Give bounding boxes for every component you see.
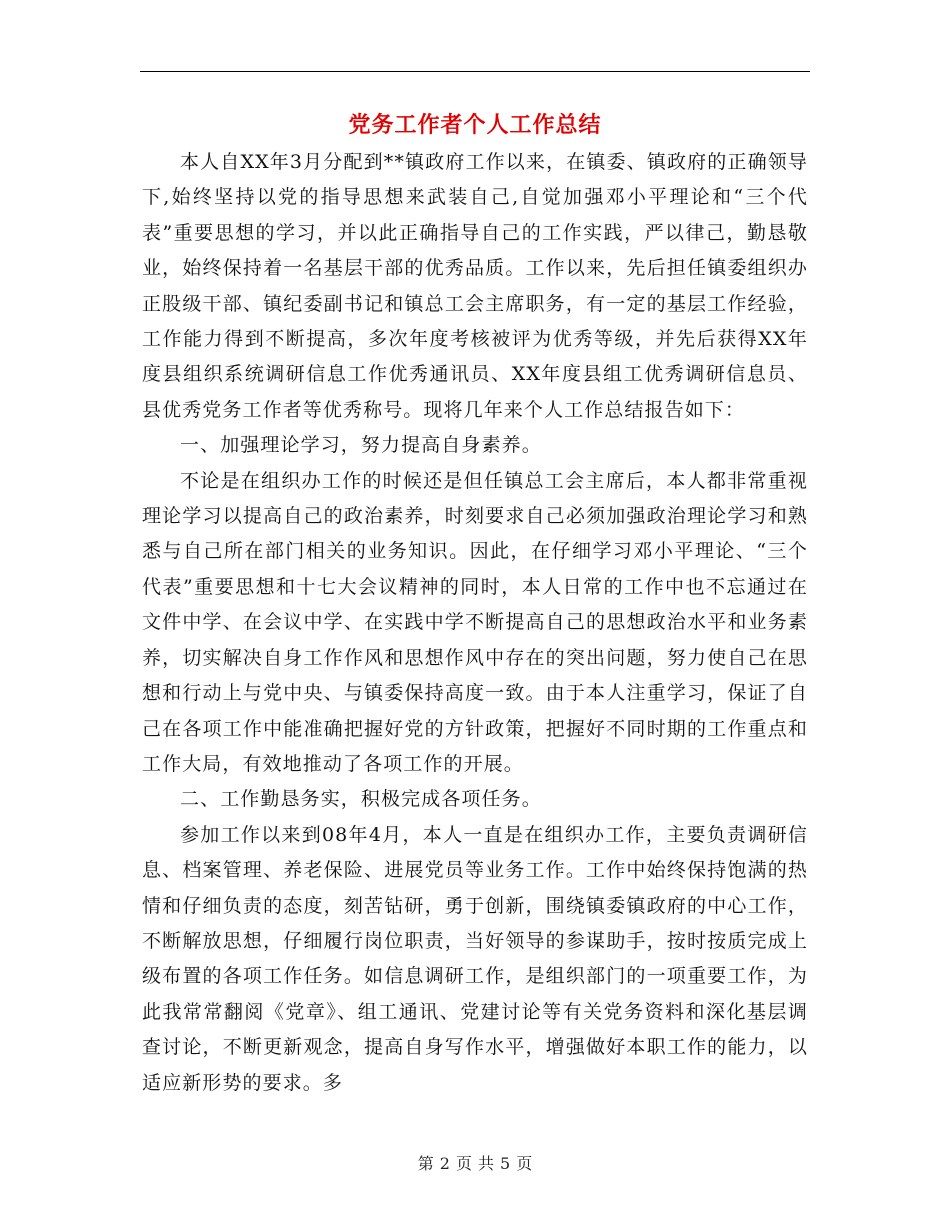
intro-paragraph: 本人自XX年3月分配到**镇政府工作以来，在镇委、镇政府的正确领导下,始终坚持以党的指导思想来武装自己,自觉加强邓小平理论和“三个代表”重要思想的学习，并以此正确指导自己的工作实践，严以律己，勤恳敬业，始终保持着一名基层干部的优秀品质。工作以来，先后担任镇委组织办正股级干部、镇纪委副书记和镇总工会主席职务，有一定的基层工作经验，工作能力得到不断提高，多次年度考核被评为优秀等级，并先后获得XX年度县组织系统调研信息工作优秀通讯员、XX年度县组工优秀调研信息员、县优秀党务工作者等优秀称号。现将几年来个人工作总结报告如下：	[142, 151, 808, 421]
document-title: 党务工作者个人工作总结	[348, 112, 602, 138]
footer-suffix: 页	[516, 1154, 533, 1173]
section-heading-2: 二、工作勤恳务实，积极完成各项任务。	[180, 788, 542, 811]
section-2-paragraph: 参加工作以来到08年4月，本人一直是在组织办工作，主要负责调研信息、档案管理、养老保险、进展党员等业务工作。工作中始终保持饱满的热情和仔细负责的态度，刻苦钻研，勇于创新，围绕镇委镇政府的中心工作，不断解放思想，仔细履行岗位职责，当好领导的参谋助手，按时按质完成上级布置的各项工作任务。如信息调研工作，是组织部门的一项重要工作，为此我常常翻阅《党章》、组工通讯、党建讨论等有关党务资料和深化基层调查讨论，不断更新观念，提高自身写作水平，增强做好本职工作的能力，以适应新形势的要求。多	[142, 823, 808, 1094]
footer-total-pages: 5	[500, 1154, 511, 1173]
document-body	[142, 145, 808, 1101]
page-footer	[0, 1152, 950, 1176]
section-heading-1: 一、加强理论学习，努力提高自身素养。	[180, 434, 542, 457]
footer-current-page: 2	[439, 1154, 450, 1173]
header-rule	[140, 71, 810, 72]
section-1-paragraph: 不论是在组织办工作的时候还是但任镇总工会主席后，本人都非常重视理论学习以提高自己的政治素养，时刻要求自己必须加强政治理论学习和熟悉与自己所在部门相关的业务知识。因此，在仔细学习邓小平理论、“三个代表”重要思想和十七大会议精神的同时，本人日常的工作中也不忘通过在文件中学、在会议中学、在实践中学不断提高自己的思想政治水平和业务素养，切实解决自身工作作风和思想作风中存在的突出问题，努力使自己在思想和行动上与党中央、与镇委保持高度一致。由于本人注重学习，保证了自己在各项工作中能准确把握好党的方针政策，把握好不同时期的工作重点和工作大局，有效地推动了各项工作的开展。	[142, 469, 808, 775]
footer-prefix: 第	[417, 1154, 434, 1173]
footer-total-prefix: 共	[478, 1154, 495, 1173]
footer-page-word: 页	[455, 1154, 472, 1173]
